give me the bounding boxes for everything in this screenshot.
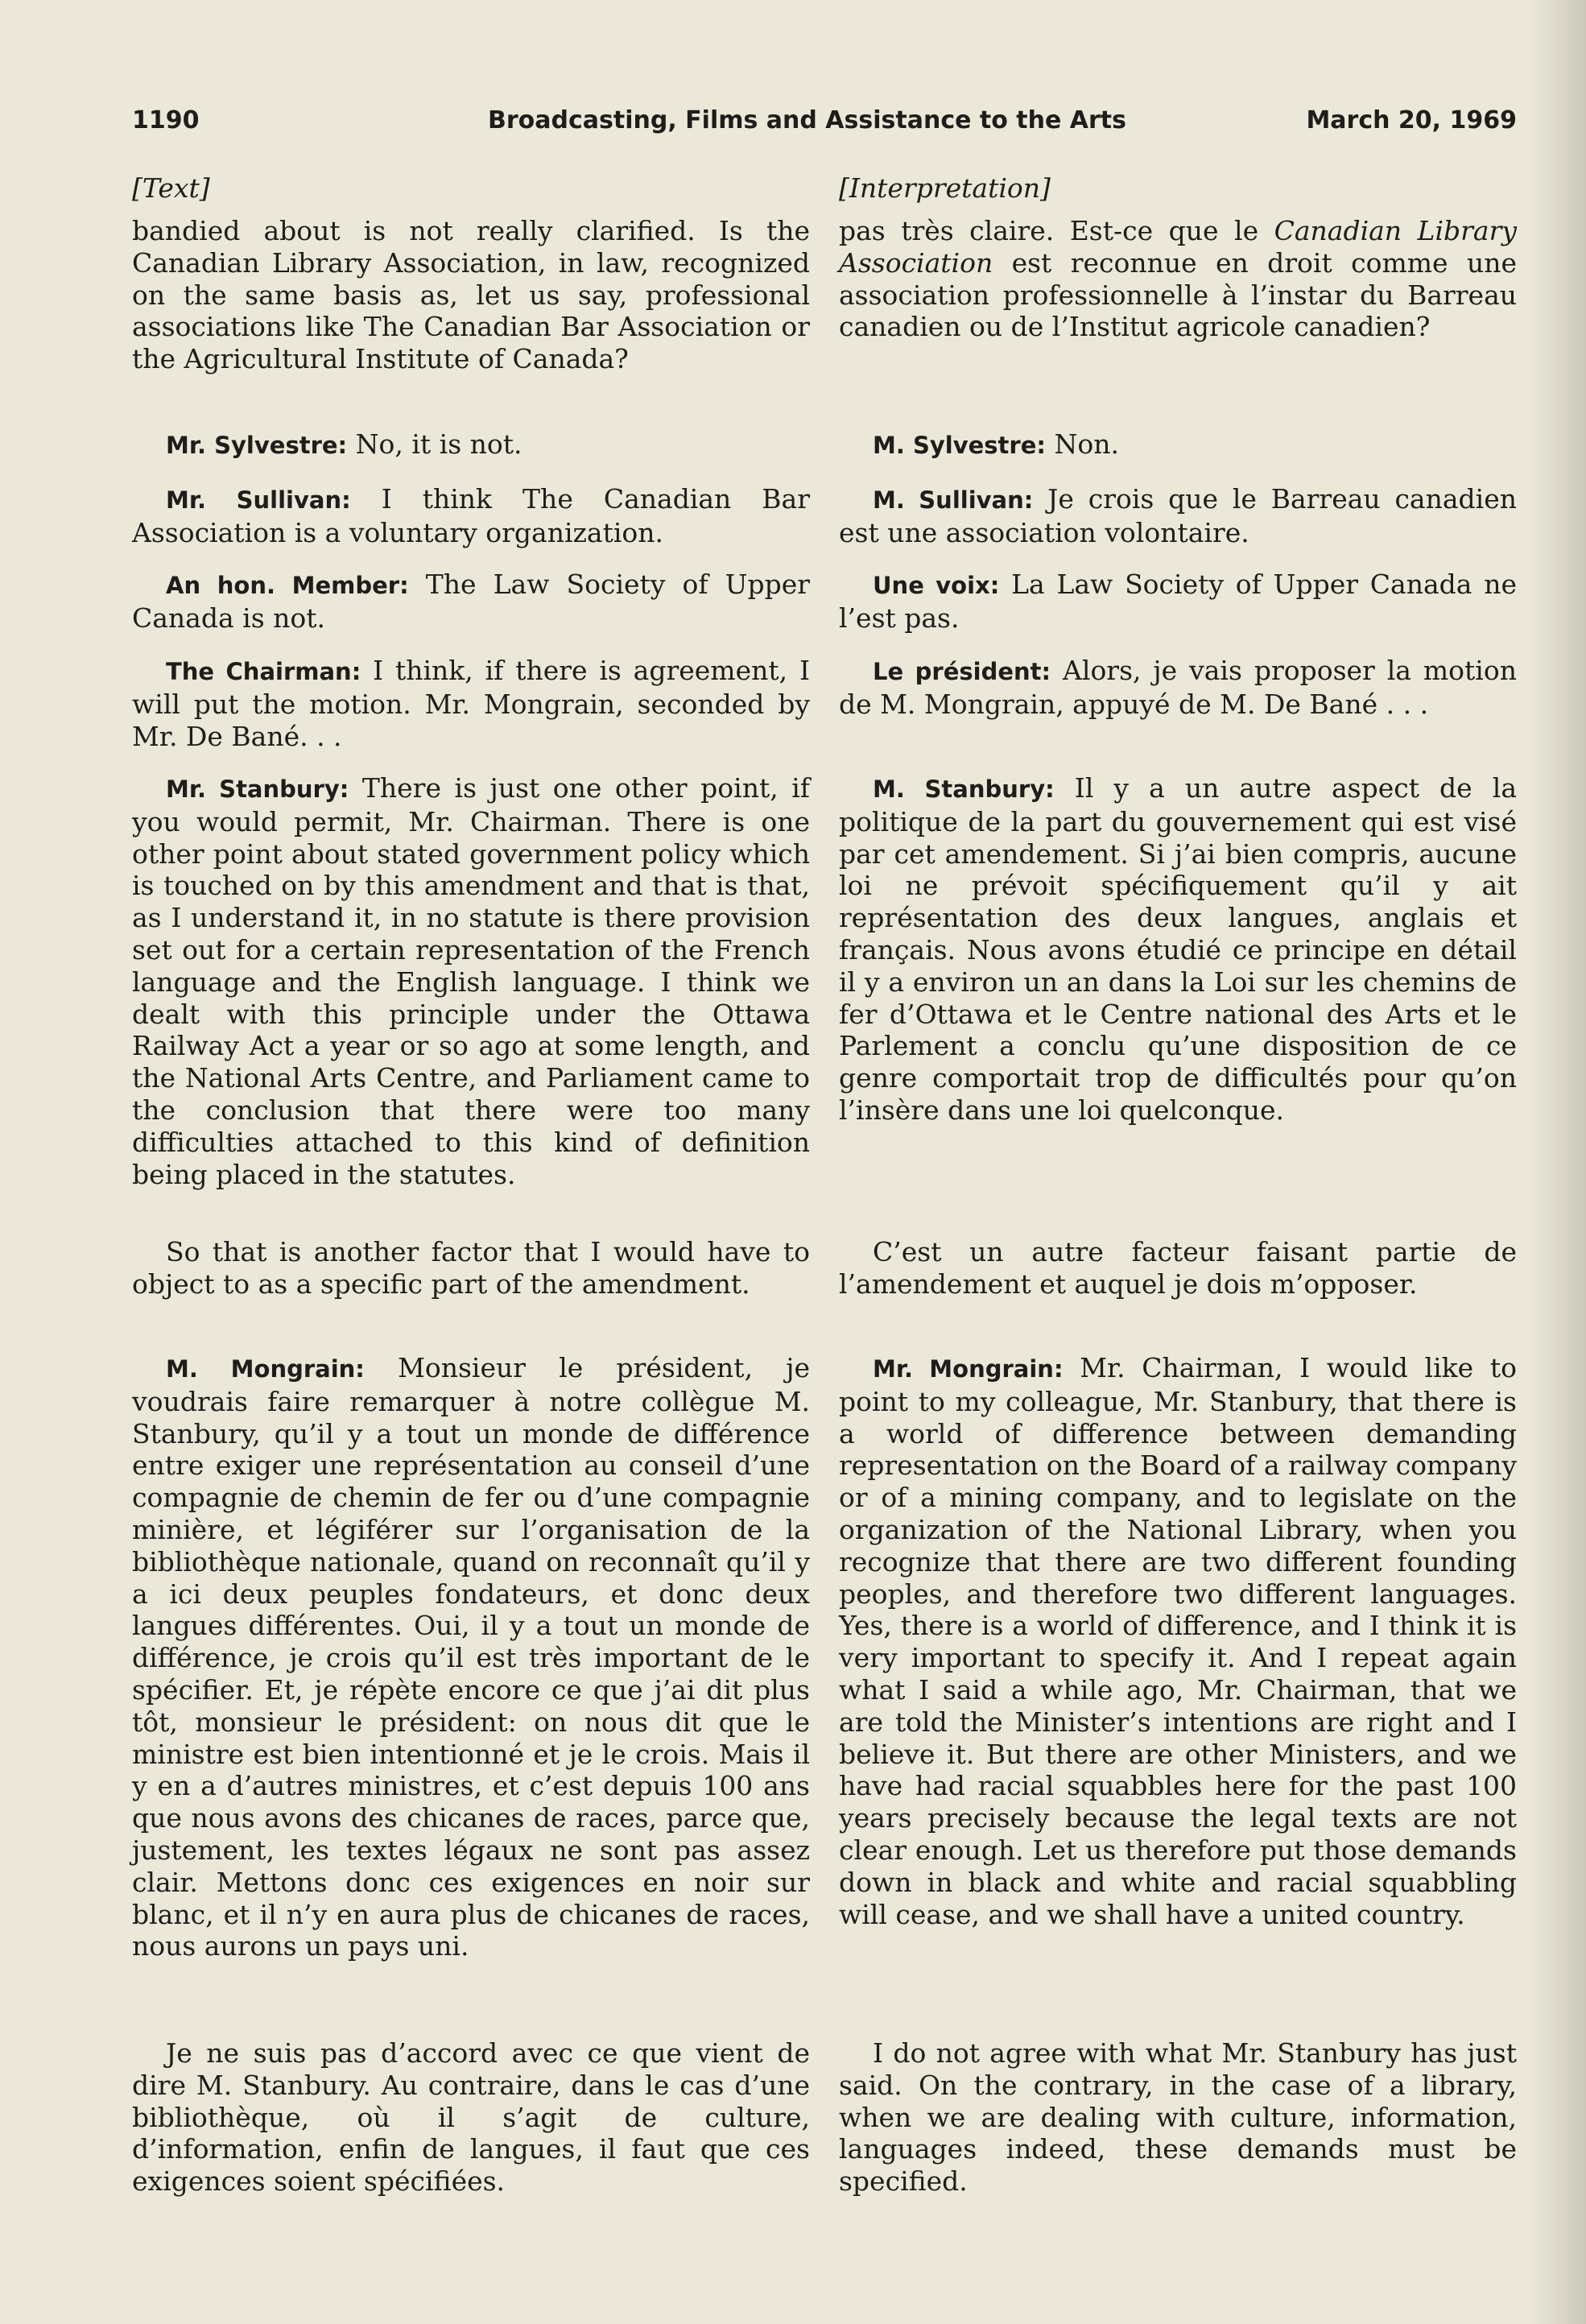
speaker-name: Le président: bbox=[873, 658, 1051, 685]
speech-text: Mr. Chairman, I would like to point to my colleague, Mr. Stanbury, that there is a world of difference between demanding representation on the Board of a railway company or of a mining company, and to legislate on the organization of the National Library, when you recognize that there are two different founding peoples, and therefore two different languages. Yes, there is a world of difference, and I think it is very important to specify it. And I repeat again what I said a while ago, Mr. Chairman, that we are told the Minister’s intentions are right and I believe it. But there are other Ministers, and we have had racial squabbles here for the past 100 years precisely because the legal texts are not clear enough. Let us therefore put those demands down in black and white and racial squabbling will cease, and we shall have a united country. bbox=[839, 1352, 1517, 1930]
speech-text: No, it is not. bbox=[347, 428, 522, 460]
speech-text: I think The Canadian Bar Association is a voluntary organization. bbox=[132, 483, 810, 548]
speaker-paragraph bbox=[132, 428, 810, 462]
speaker-name: Mr. Mongrain: bbox=[873, 1355, 1064, 1383]
speaker-paragraph bbox=[132, 655, 810, 752]
italic-name: Canadian Library Association bbox=[839, 215, 1517, 279]
text-run: est reconnue en droit comme une association professionnelle à l’instar du Barreau canadien ou de l’Institut agricole canadien? bbox=[839, 246, 1517, 343]
page-edge-shadow bbox=[1530, 0, 1586, 2324]
speech-text: Non. bbox=[1045, 428, 1119, 460]
speaker-paragraph bbox=[132, 569, 810, 635]
speech-text: I think, if there is agreement, I will put the motion. Mr. Mongrain, seconded by Mr. De Bané. . . bbox=[132, 655, 810, 752]
speech-text: Alors, je vais proposer la motion de M. Mongrain, appuyé de M. De Bané . . . bbox=[839, 655, 1517, 720]
running-title: Broadcasting, Films and Assistance to the Arts bbox=[488, 106, 1126, 134]
speaker-paragraph bbox=[132, 1352, 810, 1962]
paragraph bbox=[839, 215, 1517, 343]
speaker-name: Mr. Stanbury: bbox=[166, 775, 349, 803]
speaker-paragraph bbox=[839, 569, 1517, 635]
paragraph: Je ne suis pas d’accord avec ce que vient de dire M. Stanbury. Au contraire, dans le cas d’une bibliothèque, où il s’agit de culture, d’information, enfin de langues, il faut que ces exigences soient spécifiées. bbox=[132, 2037, 810, 2198]
paragraph: C’est un autre facteur faisant partie de l’amendement et auquel je dois m’opposer. bbox=[839, 1236, 1517, 1300]
header-date: March 20, 1969 bbox=[1306, 106, 1517, 134]
speech-text: There is just one other point, if you would permit, Mr. Chairman. There is one other point about stated government policy which is touched on by this amendment and that is that, as I understand it, in no statute is there provision set out for a certain representation of the French language and the English language. I think we dealt with this principle under the Ottawa Railway Act a year or so ago at some length, and the National Arts Centre, and Parliament came to the conclusion that there were too many difficulties attached to this kind of definition being placed in the statutes. bbox=[132, 772, 810, 1190]
right-column bbox=[839, 172, 1517, 2198]
speech-text: Je crois que le Barreau canadien est une association volontaire. bbox=[839, 483, 1517, 548]
speaker-paragraph bbox=[839, 428, 1517, 462]
speaker-paragraph bbox=[839, 1352, 1517, 1930]
speaker-name: Mr. Sullivan: bbox=[166, 486, 351, 514]
speaker-name: The Chairman: bbox=[166, 658, 361, 685]
column-tag-text: [Text] bbox=[132, 172, 210, 204]
speech-text: The Law Society of Upper Canada is not. bbox=[132, 569, 810, 634]
left-column bbox=[132, 172, 810, 2198]
page-number: 1190 bbox=[132, 106, 200, 134]
paragraph: So that is another factor that I would have to object to as a specific part of the amendment. bbox=[132, 1236, 810, 1300]
paragraph: I do not agree with what Mr. Stanbury has just said. On the contrary, in the case of a library, when we are dealing with culture, information, languages indeed, these demands must be specified. bbox=[839, 2037, 1517, 2198]
speech-text: Il y a un autre aspect de la politique de la part du gouvernement qui est visé par cet amendement. Si j’ai bien compris, aucune loi ne prévoit spécifiquement qu’il y ait représentation des deux langues, anglais et français. Nous avons étudié ce principe en détail il y a environ un an dans la Loi sur les chemins de fer d’Ottawa et le Centre national des Arts et le Parlement a conclu qu’une disposition de ce genre comportait trop de difficultés pour qu’on l’insère dans une loi quelconque. bbox=[839, 772, 1517, 1126]
speech-text: La Law Society of Upper Canada ne l’est pas. bbox=[839, 569, 1517, 634]
speaker-name: Mr. Sylvestre: bbox=[166, 432, 348, 459]
text-run: pas très claire. Est-ce que le bbox=[839, 215, 1274, 246]
speaker-paragraph bbox=[132, 772, 810, 1190]
speaker-paragraph bbox=[839, 483, 1517, 549]
page-header bbox=[132, 106, 1517, 139]
speaker-paragraph bbox=[839, 655, 1517, 721]
speaker-paragraph bbox=[132, 483, 810, 549]
column-tag-interpretation: [Interpretation] bbox=[839, 172, 1051, 204]
speaker-name: M. Sullivan: bbox=[873, 486, 1034, 514]
speaker-name: M. Mongrain: bbox=[166, 1355, 365, 1383]
paragraph: bandied about is not really clarified. Is the Canadian Library Association, in law, recognized on the same basis as, let us say, professional associations like The Canadian Bar Association or the Agricultural Institute of Canada? bbox=[132, 215, 810, 375]
speaker-name: An hon. Member: bbox=[166, 572, 409, 599]
speaker-paragraph bbox=[839, 772, 1517, 1127]
speaker-name: M. Stanbury: bbox=[873, 775, 1055, 803]
speaker-name: M. Sylvestre: bbox=[873, 432, 1046, 459]
speech-text: Monsieur le président, je voudrais faire remarquer à notre collègue M. Stanbury, qu’il y a tout un monde de différence entre exiger une représentation au conseil d’une compagnie de chemin de fer ou d’une compagnie minière, et légiférer sur l’organisation de la bibliothèque nationale, quand on reconnaît qu’il y a ici deux peuples fondateurs, et donc deux langues différentes. Oui, il y a tout un monde de différence, je crois qu’il est très important de le spécifier. Et, je répète encore ce que j’ai dit plus tôt, monsieur le président: on nous dit que le ministre est bien intentionné et je le crois. Mais il y en a d’autres ministres, et c’est depuis 100 ans que nous avons des chicanes de races, parce que, justement, les textes légaux ne sont pas assez clair. Mettons donc ces exigences en noir sur blanc, et il n’y en aura plus de chicanes de races, nous aurons un pays uni. bbox=[132, 1352, 810, 1962]
speaker-name: Une voix: bbox=[873, 572, 1000, 599]
